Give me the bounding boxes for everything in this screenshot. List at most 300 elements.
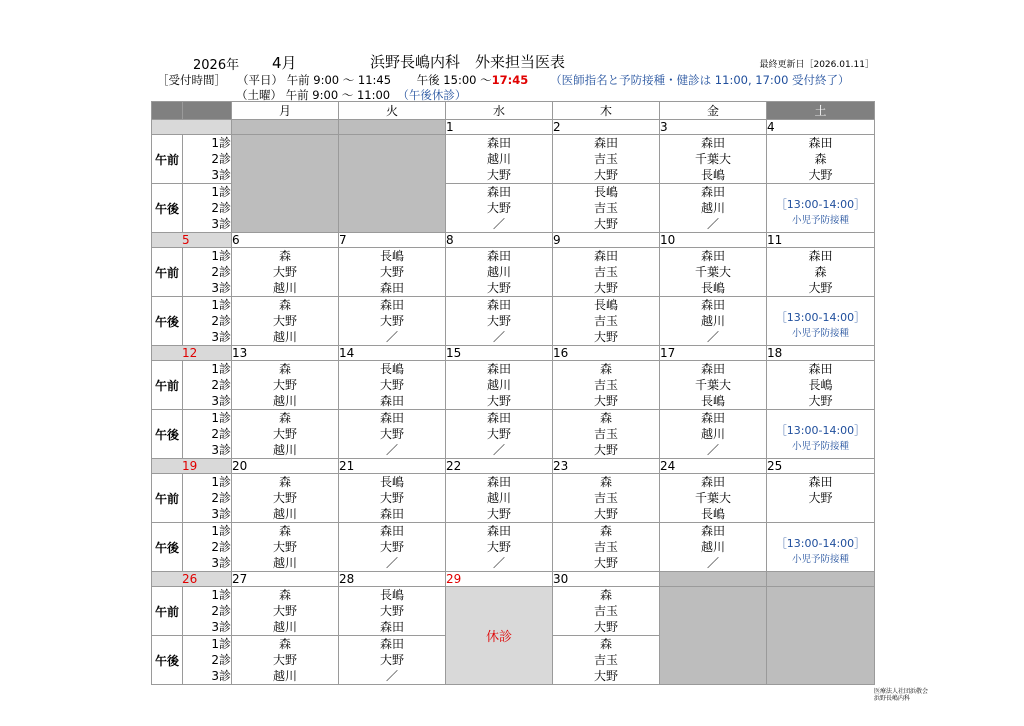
session-label: 午前 xyxy=(152,248,183,297)
doctor-name: 森 xyxy=(599,475,612,489)
session-row-am xyxy=(152,361,875,410)
doctor-name: 越川 xyxy=(700,427,725,441)
doctor-cell xyxy=(767,135,875,184)
weekday-header: 火 xyxy=(339,102,446,120)
session-row-pm xyxy=(152,410,875,459)
sat-pm-text: 小児予防接種 xyxy=(791,215,849,226)
date-cell: 2 xyxy=(553,120,660,135)
doctor-name: 越川 xyxy=(700,540,725,554)
header-month: 4月 xyxy=(272,54,297,72)
slot-labels xyxy=(183,636,232,685)
doctor-name: 大野 xyxy=(486,168,511,182)
doctor-cell xyxy=(446,523,553,572)
doctor-name: 吉玉 xyxy=(593,604,618,618)
reception-note: （医師指名と予防接種・健診は 11:00, 17:00 受付終了） xyxy=(550,73,850,87)
slot-labels xyxy=(183,297,232,346)
doctor-name: 森田 xyxy=(700,411,725,425)
date-cell: 9 xyxy=(553,233,660,248)
session-row-am xyxy=(152,474,875,523)
date-cell: 20 xyxy=(232,459,339,474)
doctor-name: 大野 xyxy=(593,443,618,457)
slot-label: 1診 xyxy=(211,362,231,376)
doctor-cell xyxy=(553,297,660,346)
doctor-name: 大野 xyxy=(593,168,618,182)
doctor-cell xyxy=(767,184,875,233)
date-cell: 15 xyxy=(446,346,553,361)
doctor-name: 越川 xyxy=(272,443,297,457)
slot-label: 3診 xyxy=(211,507,231,521)
doctor-cell xyxy=(553,248,660,297)
doctor-name: 森田 xyxy=(808,249,833,263)
date-cell xyxy=(232,120,339,135)
date-cell: 28 xyxy=(339,572,446,587)
date-cell: 14 xyxy=(339,346,446,361)
slot-labels xyxy=(183,361,232,410)
slot-label: 1診 xyxy=(211,411,231,425)
doctor-name: 森田 xyxy=(700,249,725,263)
doctor-cell xyxy=(553,135,660,184)
date-row xyxy=(152,459,875,474)
slot-label: 3診 xyxy=(211,443,231,457)
date-row xyxy=(152,233,875,248)
slot-label: 1診 xyxy=(211,588,231,602)
sat-pm-text: 小児予防接種 xyxy=(791,554,849,565)
doctor-name: 森田 xyxy=(379,298,404,312)
slot-label: 1診 xyxy=(211,637,231,651)
doctor-name: 大野 xyxy=(272,427,297,441)
doctor-name: 吉玉 xyxy=(593,427,618,441)
doctor-name: 大野 xyxy=(593,669,618,683)
doctor-name: 千葉大 xyxy=(694,265,731,279)
doctor-name: 森田 xyxy=(379,524,404,538)
doctor-name: 森 xyxy=(278,249,291,263)
doctor-cell xyxy=(232,587,339,636)
date-cell: 21 xyxy=(339,459,446,474)
slot-label: 2診 xyxy=(211,653,231,667)
doctor-name: 長嶋 xyxy=(379,588,404,602)
doctor-name: 森田 xyxy=(486,362,511,376)
date-cell: 25 xyxy=(767,459,875,474)
doctor-name: 長嶋 xyxy=(379,249,404,263)
date-cell: 29 xyxy=(446,572,553,587)
doctor-name: 長嶋 xyxy=(379,362,404,376)
date-row xyxy=(152,572,875,587)
doctor-name: 森 xyxy=(599,637,612,651)
sunday-date: 19 xyxy=(152,459,232,474)
session-row-am xyxy=(152,135,875,184)
doctor-name: 越川 xyxy=(272,620,297,634)
doctor-name: 大野 xyxy=(379,427,404,441)
doctor-cell xyxy=(339,248,446,297)
doctor-name: 長嶋 xyxy=(700,281,725,295)
slot-label: 3診 xyxy=(211,556,231,570)
doctor-name: 千葉大 xyxy=(694,152,731,166)
date-cell xyxy=(767,572,875,587)
slot-label: 1診 xyxy=(211,475,231,489)
doctor-name: 森田 xyxy=(486,411,511,425)
doctor-cell xyxy=(446,135,553,184)
doctor-cell xyxy=(232,248,339,297)
doctor-name: 森 xyxy=(278,588,291,602)
doctor-name: 吉玉 xyxy=(593,491,618,505)
sat-pm-time: ［13:00-14:00］ xyxy=(775,198,866,211)
sat-pm-note xyxy=(767,297,874,339)
doctor-name: ／ xyxy=(385,443,398,457)
doctor-name: 大野 xyxy=(486,281,511,295)
schedule-table xyxy=(151,101,875,685)
empty-cell xyxy=(232,135,339,233)
header-corner xyxy=(152,102,183,120)
doctor-name: 大野 xyxy=(379,540,404,554)
date-cell: 4 xyxy=(767,120,875,135)
doctor-name: 大野 xyxy=(272,491,297,505)
doctor-cell xyxy=(553,636,660,685)
session-label: 午前 xyxy=(152,474,183,523)
doctor-name: 大野 xyxy=(593,281,618,295)
doctor-cell xyxy=(553,587,660,636)
slot-label: 3診 xyxy=(211,330,231,344)
doctor-name: 越川 xyxy=(272,556,297,570)
doctor-name: 吉玉 xyxy=(593,152,618,166)
doctor-name: 大野 xyxy=(272,265,297,279)
slot-label: 2診 xyxy=(211,201,231,215)
last-updated: 最終更新日［2026.01.11］ xyxy=(759,60,874,70)
doctor-name: 吉玉 xyxy=(593,265,618,279)
doctor-name: 森田 xyxy=(486,249,511,263)
slot-label: 2診 xyxy=(211,265,231,279)
doctor-cell xyxy=(660,184,767,233)
doctor-name: 越川 xyxy=(700,201,725,215)
saturday-note: （午後休診） xyxy=(397,88,467,102)
doctor-name: 森田 xyxy=(700,524,725,538)
doctor-name: ／ xyxy=(706,330,719,344)
closed-cell xyxy=(446,587,553,685)
doctor-name: 千葉大 xyxy=(694,491,731,505)
slot-labels xyxy=(183,184,232,233)
doctor-cell xyxy=(660,135,767,184)
doctor-name: 森田 xyxy=(379,411,404,425)
doctor-cell xyxy=(446,184,553,233)
doctor-name: 森 xyxy=(599,588,612,602)
slot-label: 1診 xyxy=(211,185,231,199)
doctor-cell xyxy=(446,297,553,346)
doctor-name: 大野 xyxy=(272,378,297,392)
date-cell xyxy=(660,572,767,587)
doctor-cell xyxy=(446,361,553,410)
doctor-name: 森田 xyxy=(808,475,833,489)
doctor-name: 森田 xyxy=(379,394,404,408)
doctor-cell xyxy=(232,636,339,685)
doctor-name: ／ xyxy=(492,556,505,570)
empty-cell xyxy=(767,587,875,685)
doctor-name: ／ xyxy=(492,330,505,344)
doctor-name: 大野 xyxy=(379,265,404,279)
doctor-name: 森田 xyxy=(700,298,725,312)
doctor-cell xyxy=(232,361,339,410)
doctor-cell xyxy=(339,361,446,410)
doctor-name: 森田 xyxy=(486,298,511,312)
doctor-cell xyxy=(767,248,875,297)
doctor-name: 越川 xyxy=(272,394,297,408)
doctor-name: 森田 xyxy=(808,362,833,376)
slot-label: 3診 xyxy=(211,281,231,295)
doctor-cell xyxy=(232,474,339,523)
closed-label: 休診 xyxy=(485,630,512,645)
doctor-name: ／ xyxy=(706,217,719,231)
slot-label: 1診 xyxy=(211,136,231,150)
slot-label: 2診 xyxy=(211,314,231,328)
weekday-header: 月 xyxy=(232,102,339,120)
doctor-name: 森田 xyxy=(700,362,725,376)
empty-cell xyxy=(660,587,767,685)
slot-label: 1診 xyxy=(211,298,231,312)
date-cell xyxy=(339,120,446,135)
date-cell: 22 xyxy=(446,459,553,474)
doctor-name: 越川 xyxy=(700,314,725,328)
date-cell: 17 xyxy=(660,346,767,361)
doctor-name: 森田 xyxy=(379,620,404,634)
doctor-name: 森田 xyxy=(700,475,725,489)
doctor-cell xyxy=(339,297,446,346)
doctor-cell xyxy=(767,474,875,523)
doctor-name: 森 xyxy=(278,411,291,425)
doctor-name: 長嶋 xyxy=(593,185,618,199)
doctor-name: ／ xyxy=(385,556,398,570)
doctor-name: ／ xyxy=(706,443,719,457)
slot-label: 3診 xyxy=(211,217,231,231)
date-cell: 11 xyxy=(767,233,875,248)
sat-pm-note xyxy=(767,523,874,565)
doctor-name: ／ xyxy=(492,217,505,231)
doctor-cell xyxy=(446,248,553,297)
doctor-name: ／ xyxy=(385,330,398,344)
doctor-name: 長嶋 xyxy=(808,378,833,392)
doctor-name: 大野 xyxy=(593,620,618,634)
doctor-name: 森田 xyxy=(700,136,725,150)
doctor-cell xyxy=(767,410,875,459)
date-cell: 6 xyxy=(232,233,339,248)
sunday-date xyxy=(152,120,232,135)
doctor-name: 森田 xyxy=(593,136,618,150)
doctor-cell xyxy=(339,474,446,523)
doctor-name: ／ xyxy=(492,443,505,457)
date-cell: 1 xyxy=(446,120,553,135)
weekday-header: 金 xyxy=(660,102,767,120)
doctor-cell xyxy=(339,410,446,459)
slot-label: 2診 xyxy=(211,540,231,554)
doctor-name: 大野 xyxy=(808,491,833,505)
sunday-date: 12 xyxy=(152,346,232,361)
doctor-cell xyxy=(767,523,875,572)
doctor-name: 大野 xyxy=(272,314,297,328)
doctor-cell xyxy=(660,248,767,297)
doctor-name: 越川 xyxy=(272,281,297,295)
page-title: 浜野長嶋内科 外来担当医表 xyxy=(370,53,566,71)
doctor-name: 長嶋 xyxy=(700,507,725,521)
slot-labels xyxy=(183,248,232,297)
slot-label: 2診 xyxy=(211,378,231,392)
doctor-name: 大野 xyxy=(486,540,511,554)
sat-pm-time: ［13:00-14:00］ xyxy=(775,424,866,437)
sat-pm-time: ［13:00-14:00］ xyxy=(775,537,866,550)
doctor-name: 越川 xyxy=(272,507,297,521)
weekday-label: （平日） xyxy=(236,73,283,87)
doctor-cell xyxy=(339,587,446,636)
slot-label: 2診 xyxy=(211,152,231,166)
slot-labels xyxy=(183,523,232,572)
slot-label: 3診 xyxy=(211,669,231,683)
date-cell: 7 xyxy=(339,233,446,248)
sunday-date: 5 xyxy=(152,233,232,248)
doctor-name: 吉玉 xyxy=(593,314,618,328)
session-row-am xyxy=(152,248,875,297)
doctor-name: 大野 xyxy=(272,604,297,618)
doctor-name: 大野 xyxy=(486,201,511,215)
session-label: 午後 xyxy=(152,636,183,685)
session-label: 午後 xyxy=(152,297,183,346)
doctor-name: 大野 xyxy=(593,330,618,344)
slot-label: 2診 xyxy=(211,604,231,618)
doctor-cell xyxy=(553,474,660,523)
session-row-pm xyxy=(152,523,875,572)
session-row-pm xyxy=(152,297,875,346)
doctor-name: ／ xyxy=(385,669,398,683)
doctor-name: 長嶋 xyxy=(379,475,404,489)
sat-pm-text: 小児予防接種 xyxy=(791,441,849,452)
doctor-name: 越川 xyxy=(486,265,511,279)
doctor-name: 越川 xyxy=(486,378,511,392)
weekday-pm-end: 17:45 xyxy=(491,73,529,87)
doctor-cell xyxy=(660,474,767,523)
slot-label: 3診 xyxy=(211,394,231,408)
doctor-cell xyxy=(767,361,875,410)
sat-pm-note xyxy=(767,410,874,452)
doctor-name: 森 xyxy=(278,524,291,538)
doctor-cell xyxy=(660,297,767,346)
doctor-name: 大野 xyxy=(379,604,404,618)
doctor-name: 越川 xyxy=(272,330,297,344)
doctor-name: 大野 xyxy=(379,653,404,667)
session-label: 午前 xyxy=(152,135,183,184)
empty-cell xyxy=(339,135,446,233)
doctor-name: 越川 xyxy=(486,152,511,166)
weekday-am: 午前 9:00 ～ 11:45 xyxy=(286,73,392,87)
doctor-name: 森田 xyxy=(486,475,511,489)
doctor-cell xyxy=(232,523,339,572)
session-label: 午前 xyxy=(152,587,183,636)
slot-label: 3診 xyxy=(211,620,231,634)
doctor-name: 長嶋 xyxy=(700,168,725,182)
weekday-header-row xyxy=(152,102,875,120)
doctor-name: 森 xyxy=(278,475,291,489)
weekday-header: 水 xyxy=(446,102,553,120)
date-cell: 10 xyxy=(660,233,767,248)
doctor-name: 森田 xyxy=(700,185,725,199)
weekday-header: 木 xyxy=(553,102,660,120)
doctor-name: 大野 xyxy=(593,507,618,521)
doctor-name: 大野 xyxy=(593,394,618,408)
weekday-header: 土 xyxy=(767,102,875,120)
doctor-name: 大野 xyxy=(808,281,833,295)
doctor-name xyxy=(767,506,874,522)
doctor-name: 森田 xyxy=(486,136,511,150)
sat-pm-note xyxy=(767,184,874,226)
doctor-name: 吉玉 xyxy=(593,201,618,215)
doctor-name: 大野 xyxy=(593,556,618,570)
doctor-name: 森田 xyxy=(379,281,404,295)
doctor-name: 大野 xyxy=(486,427,511,441)
session-row-am xyxy=(152,587,875,636)
date-cell: 3 xyxy=(660,120,767,135)
doctor-name: 吉玉 xyxy=(593,653,618,667)
footer-org: 医療法人社団浜敬会 xyxy=(873,688,928,695)
session-label: 午後 xyxy=(152,410,183,459)
slot-labels xyxy=(183,474,232,523)
doctor-name: 吉玉 xyxy=(593,378,618,392)
doctor-name: 長嶋 xyxy=(593,298,618,312)
doctor-name: 森田 xyxy=(486,185,511,199)
slot-label: 3診 xyxy=(211,168,231,182)
doctor-cell xyxy=(553,410,660,459)
doctor-name: 森 xyxy=(599,362,612,376)
doctor-name: 森田 xyxy=(486,524,511,538)
doctor-name: 大野 xyxy=(486,507,511,521)
date-cell: 24 xyxy=(660,459,767,474)
date-cell: 16 xyxy=(553,346,660,361)
doctor-name: 大野 xyxy=(379,378,404,392)
doctor-cell xyxy=(339,523,446,572)
doctor-name: 大野 xyxy=(486,314,511,328)
doctor-name: 吉玉 xyxy=(593,540,618,554)
doctor-name: 大野 xyxy=(272,653,297,667)
doctor-cell xyxy=(553,361,660,410)
header-corner xyxy=(183,102,232,120)
doctor-cell xyxy=(660,410,767,459)
saturday-am: 午前 9:00 ～ 11:00 xyxy=(285,88,391,102)
doctor-name: 森 xyxy=(599,411,612,425)
date-cell: 8 xyxy=(446,233,553,248)
date-cell: 30 xyxy=(553,572,660,587)
doctor-cell xyxy=(660,361,767,410)
doctor-cell xyxy=(232,410,339,459)
doctor-cell xyxy=(446,410,553,459)
doctor-name: 森 xyxy=(278,362,291,376)
doctor-name: 越川 xyxy=(486,491,511,505)
doctor-name: 森 xyxy=(278,637,291,651)
doctor-cell xyxy=(232,297,339,346)
slot-labels xyxy=(183,410,232,459)
doctor-name: 越川 xyxy=(272,669,297,683)
hours-label: ［受付時間］ xyxy=(157,73,226,87)
slot-label: 1診 xyxy=(211,249,231,263)
doctor-name: 大野 xyxy=(808,394,833,408)
header-year: 2026年 xyxy=(193,58,240,73)
doctor-name: 大野 xyxy=(808,168,833,182)
session-label: 午前 xyxy=(152,361,183,410)
doctor-cell xyxy=(339,636,446,685)
doctor-name: 森田 xyxy=(808,136,833,150)
doctor-name: 大野 xyxy=(272,540,297,554)
date-cell: 18 xyxy=(767,346,875,361)
slot-label: 1診 xyxy=(211,524,231,538)
doctor-name: 千葉大 xyxy=(694,378,731,392)
doctor-name: ／ xyxy=(706,556,719,570)
date-cell: 27 xyxy=(232,572,339,587)
doctor-name: 大野 xyxy=(379,491,404,505)
doctor-cell xyxy=(553,523,660,572)
slot-labels xyxy=(183,135,232,184)
doctor-name: 森 xyxy=(278,298,291,312)
